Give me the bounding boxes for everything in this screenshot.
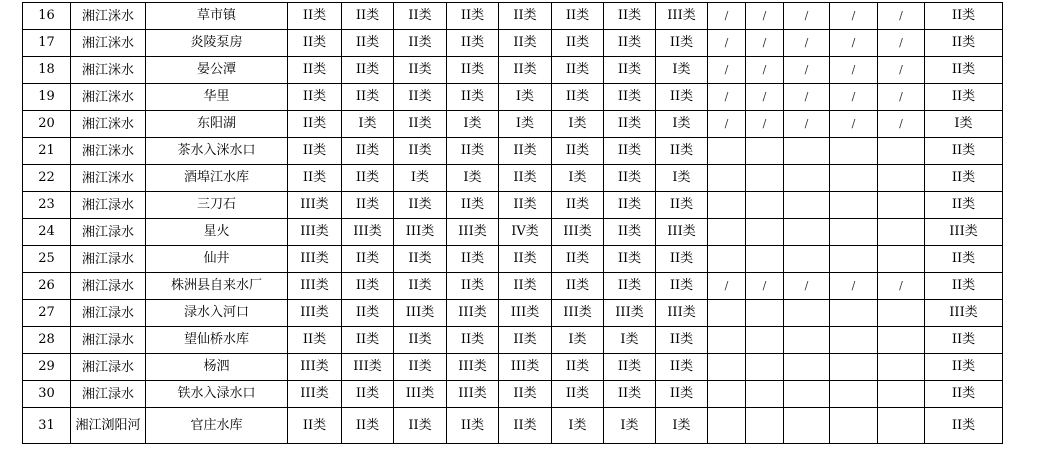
table-row: [23, 381, 1003, 408]
grade-cell: /: [746, 30, 784, 57]
grade-cell: [784, 246, 830, 273]
grade-cell: [830, 354, 878, 381]
grade-cell: II类: [604, 57, 656, 84]
grade-cell: III类: [656, 300, 708, 327]
grade-cell: II类: [447, 3, 499, 30]
grade-cell: II类: [604, 30, 656, 57]
table-row: [23, 3, 1003, 30]
overall-grade-cell: III类: [925, 219, 1003, 246]
grade-cell: II类: [447, 408, 499, 444]
grade-cell: /: [746, 57, 784, 84]
grade-cell: III类: [604, 300, 656, 327]
grade-cell: [708, 192, 746, 219]
overall-grade-cell: II类: [925, 354, 1003, 381]
grade-cell: II类: [288, 30, 342, 57]
table-row: [23, 84, 1003, 111]
grade-cell: II类: [342, 138, 394, 165]
grade-cell: /: [784, 84, 830, 111]
grade-cell: II类: [288, 138, 342, 165]
grade-cell: II类: [394, 30, 447, 57]
station-cell: 仙井: [146, 246, 288, 273]
river-cell: 湘江洣水: [71, 57, 146, 84]
table-row: [23, 138, 1003, 165]
grade-cell: [746, 300, 784, 327]
station-cell: 晏公潭: [146, 57, 288, 84]
table-body: [23, 3, 1003, 444]
grade-cell: [878, 219, 925, 246]
grade-cell: III类: [342, 219, 394, 246]
grade-cell: [784, 381, 830, 408]
grade-cell: II类: [288, 165, 342, 192]
grade-cell: III类: [288, 354, 342, 381]
overall-grade-cell: II类: [925, 327, 1003, 354]
grade-cell: II类: [656, 192, 708, 219]
grade-cell: /: [878, 273, 925, 300]
row-number-cell: 29: [23, 354, 71, 381]
table-row: [23, 111, 1003, 138]
grade-cell: /: [830, 111, 878, 138]
grade-cell: [784, 300, 830, 327]
overall-grade-cell: II类: [925, 192, 1003, 219]
grade-cell: [830, 165, 878, 192]
grade-cell: [784, 192, 830, 219]
grade-cell: II类: [288, 111, 342, 138]
grade-cell: II类: [447, 327, 499, 354]
table-row: [23, 30, 1003, 57]
grade-cell: I类: [447, 165, 499, 192]
grade-cell: [784, 138, 830, 165]
station-cell: 茶水入洣水口: [146, 138, 288, 165]
grade-cell: [708, 246, 746, 273]
grade-cell: /: [830, 3, 878, 30]
station-cell: 华里: [146, 84, 288, 111]
grade-cell: II类: [394, 138, 447, 165]
grade-cell: [830, 246, 878, 273]
grade-cell: /: [784, 30, 830, 57]
grade-cell: II类: [552, 3, 604, 30]
grade-cell: II类: [394, 408, 447, 444]
river-cell: 湘江渌水: [71, 327, 146, 354]
grade-cell: [746, 408, 784, 444]
station-cell: 渌水入河口: [146, 300, 288, 327]
overall-grade-cell: III类: [925, 300, 1003, 327]
grade-cell: III类: [656, 3, 708, 30]
grade-cell: III类: [447, 300, 499, 327]
grade-cell: [746, 165, 784, 192]
grade-cell: I类: [499, 84, 552, 111]
row-number-cell: 17: [23, 30, 71, 57]
grade-cell: III类: [394, 381, 447, 408]
row-number-cell: 28: [23, 327, 71, 354]
row-number-cell: 20: [23, 111, 71, 138]
grade-cell: II类: [447, 273, 499, 300]
grade-cell: I类: [342, 111, 394, 138]
grade-cell: I类: [656, 111, 708, 138]
river-cell: 湘江渌水: [71, 246, 146, 273]
grade-cell: II类: [447, 84, 499, 111]
grade-cell: II类: [342, 273, 394, 300]
grade-cell: [784, 219, 830, 246]
grade-cell: III类: [394, 219, 447, 246]
grade-cell: II类: [656, 138, 708, 165]
grade-cell: II类: [342, 408, 394, 444]
river-cell: 湘江渌水: [71, 300, 146, 327]
grade-cell: I类: [656, 165, 708, 192]
grade-cell: III类: [394, 300, 447, 327]
station-cell: 草市镇: [146, 3, 288, 30]
grade-cell: IV类: [499, 219, 552, 246]
grade-cell: II类: [342, 192, 394, 219]
grade-cell: II类: [394, 3, 447, 30]
table-row: [23, 165, 1003, 192]
grade-cell: [746, 327, 784, 354]
grade-cell: /: [708, 273, 746, 300]
grade-cell: /: [708, 111, 746, 138]
station-cell: 东阳湖: [146, 111, 288, 138]
row-number-cell: 30: [23, 381, 71, 408]
grade-cell: I类: [552, 327, 604, 354]
row-number-cell: 31: [23, 408, 71, 444]
table-row: [23, 354, 1003, 381]
station-cell: 铁水入渌水口: [146, 381, 288, 408]
grade-cell: III类: [288, 300, 342, 327]
grade-cell: [746, 381, 784, 408]
grade-cell: [878, 246, 925, 273]
row-number-cell: 25: [23, 246, 71, 273]
river-cell: 湘江渌水: [71, 219, 146, 246]
station-cell: 炎陵泵房: [146, 30, 288, 57]
row-number-cell: 22: [23, 165, 71, 192]
grade-cell: II类: [342, 30, 394, 57]
grade-cell: /: [708, 84, 746, 111]
overall-grade-cell: II类: [925, 138, 1003, 165]
grade-cell: [830, 192, 878, 219]
grade-cell: [784, 354, 830, 381]
grade-cell: III类: [447, 354, 499, 381]
table-row: [23, 246, 1003, 273]
overall-grade-cell: II类: [925, 246, 1003, 273]
grade-cell: [830, 408, 878, 444]
grade-cell: II类: [552, 30, 604, 57]
grade-cell: [708, 381, 746, 408]
grade-cell: [746, 138, 784, 165]
grade-cell: III类: [447, 381, 499, 408]
grade-cell: II类: [604, 273, 656, 300]
row-number-cell: 16: [23, 3, 71, 30]
grade-cell: II类: [604, 219, 656, 246]
grade-cell: III类: [288, 381, 342, 408]
grade-cell: II类: [604, 138, 656, 165]
grade-cell: II类: [499, 192, 552, 219]
overall-grade-cell: II类: [925, 165, 1003, 192]
table-row: [23, 57, 1003, 84]
grade-cell: [746, 354, 784, 381]
overall-grade-cell: I类: [925, 111, 1003, 138]
grade-cell: II类: [394, 246, 447, 273]
grade-cell: [708, 300, 746, 327]
grade-cell: /: [830, 30, 878, 57]
grade-cell: III类: [288, 273, 342, 300]
grade-cell: [708, 327, 746, 354]
grade-cell: [878, 192, 925, 219]
grade-cell: /: [830, 84, 878, 111]
station-cell: 官庄水库: [146, 408, 288, 444]
grade-cell: II类: [552, 381, 604, 408]
grade-cell: /: [878, 84, 925, 111]
grade-cell: II类: [604, 192, 656, 219]
river-cell: 湘江洣水: [71, 30, 146, 57]
grade-cell: III类: [447, 219, 499, 246]
grade-cell: III类: [499, 300, 552, 327]
grade-cell: II类: [656, 246, 708, 273]
grade-cell: II类: [499, 273, 552, 300]
river-cell: 湘江浏阳河: [71, 408, 146, 444]
grade-cell: [746, 246, 784, 273]
grade-cell: II类: [447, 30, 499, 57]
grade-cell: II类: [288, 327, 342, 354]
grade-cell: [830, 381, 878, 408]
grade-cell: II类: [552, 246, 604, 273]
grade-cell: /: [878, 3, 925, 30]
grade-cell: I类: [394, 165, 447, 192]
grade-cell: /: [784, 111, 830, 138]
grade-cell: II类: [552, 138, 604, 165]
grade-cell: /: [708, 30, 746, 57]
grade-cell: [830, 327, 878, 354]
grade-cell: I类: [656, 57, 708, 84]
grade-cell: I类: [447, 111, 499, 138]
grade-cell: III类: [342, 354, 394, 381]
grade-cell: II类: [499, 327, 552, 354]
overall-grade-cell: II类: [925, 3, 1003, 30]
table-row: [23, 327, 1003, 354]
grade-cell: II类: [552, 84, 604, 111]
grade-cell: II类: [656, 273, 708, 300]
grade-cell: II类: [394, 111, 447, 138]
grade-cell: II类: [552, 273, 604, 300]
river-cell: 湘江洣水: [71, 111, 146, 138]
grade-cell: III类: [656, 219, 708, 246]
river-cell: 湘江渌水: [71, 192, 146, 219]
grade-cell: III类: [288, 219, 342, 246]
grade-cell: II类: [342, 381, 394, 408]
river-cell: 湘江渌水: [71, 354, 146, 381]
grade-cell: II类: [656, 327, 708, 354]
grade-cell: II类: [342, 84, 394, 111]
grade-cell: /: [878, 30, 925, 57]
grade-cell: /: [784, 3, 830, 30]
grade-cell: [708, 219, 746, 246]
station-cell: 酒埠江水库: [146, 165, 288, 192]
river-cell: 湘江洣水: [71, 84, 146, 111]
grade-cell: /: [878, 57, 925, 84]
grade-cell: II类: [604, 165, 656, 192]
overall-grade-cell: II类: [925, 408, 1003, 444]
table-row: [23, 408, 1003, 444]
overall-grade-cell: II类: [925, 381, 1003, 408]
grade-cell: I类: [499, 111, 552, 138]
grade-cell: II类: [604, 246, 656, 273]
row-number-cell: 27: [23, 300, 71, 327]
grade-cell: I类: [552, 165, 604, 192]
table-row: [23, 273, 1003, 300]
grade-cell: [708, 138, 746, 165]
grade-cell: II类: [394, 57, 447, 84]
grade-cell: /: [784, 57, 830, 84]
overall-grade-cell: II类: [925, 273, 1003, 300]
grade-cell: II类: [499, 138, 552, 165]
grade-cell: I类: [656, 408, 708, 444]
grade-cell: [784, 327, 830, 354]
grade-cell: [708, 408, 746, 444]
grade-cell: [784, 408, 830, 444]
grade-cell: II类: [656, 381, 708, 408]
station-cell: 杨泗: [146, 354, 288, 381]
grade-cell: /: [746, 3, 784, 30]
grade-cell: /: [830, 57, 878, 84]
grade-cell: II类: [499, 246, 552, 273]
grade-cell: [746, 219, 784, 246]
grade-cell: [708, 354, 746, 381]
grade-cell: III类: [499, 354, 552, 381]
grade-cell: III类: [288, 192, 342, 219]
grade-cell: II类: [342, 57, 394, 84]
row-number-cell: 19: [23, 84, 71, 111]
grade-cell: [878, 138, 925, 165]
grade-cell: II类: [342, 327, 394, 354]
station-cell: 望仙桥水库: [146, 327, 288, 354]
grade-cell: II类: [394, 273, 447, 300]
grade-cell: [878, 327, 925, 354]
grade-cell: [878, 300, 925, 327]
river-cell: 湘江洣水: [71, 165, 146, 192]
row-number-cell: 24: [23, 219, 71, 246]
grade-cell: /: [784, 273, 830, 300]
grade-cell: II类: [342, 3, 394, 30]
grade-cell: /: [746, 273, 784, 300]
overall-grade-cell: II类: [925, 84, 1003, 111]
grade-cell: II类: [499, 57, 552, 84]
river-cell: 湘江洣水: [71, 138, 146, 165]
grade-cell: II类: [447, 246, 499, 273]
overall-grade-cell: II类: [925, 57, 1003, 84]
grade-cell: [830, 219, 878, 246]
river-cell: 湘江渌水: [71, 381, 146, 408]
grade-cell: II类: [394, 354, 447, 381]
grade-cell: II类: [604, 381, 656, 408]
grade-cell: II类: [656, 84, 708, 111]
grade-cell: II类: [604, 3, 656, 30]
grade-cell: [830, 300, 878, 327]
grade-cell: /: [878, 111, 925, 138]
grade-cell: /: [708, 57, 746, 84]
grade-cell: [746, 192, 784, 219]
table-row: [23, 192, 1003, 219]
grade-cell: I类: [604, 327, 656, 354]
grade-cell: II类: [342, 300, 394, 327]
grade-cell: [878, 354, 925, 381]
grade-cell: II类: [552, 57, 604, 84]
grade-cell: II类: [447, 192, 499, 219]
grade-cell: II类: [552, 354, 604, 381]
grade-cell: [878, 408, 925, 444]
station-cell: 株洲县自来水厂: [146, 273, 288, 300]
grade-cell: II类: [342, 165, 394, 192]
grade-cell: /: [830, 273, 878, 300]
grade-cell: II类: [604, 84, 656, 111]
grade-cell: I类: [552, 111, 604, 138]
grade-cell: II类: [499, 408, 552, 444]
grade-cell: II类: [604, 111, 656, 138]
row-number-cell: 21: [23, 138, 71, 165]
grade-cell: II类: [394, 84, 447, 111]
grade-cell: III类: [288, 246, 342, 273]
grade-cell: II类: [288, 84, 342, 111]
river-cell: 湘江渌水: [71, 273, 146, 300]
station-cell: 星火: [146, 219, 288, 246]
grade-cell: I类: [604, 408, 656, 444]
grade-cell: II类: [342, 246, 394, 273]
grade-cell: [878, 381, 925, 408]
grade-cell: II类: [288, 408, 342, 444]
grade-cell: II类: [656, 30, 708, 57]
grade-cell: III类: [552, 219, 604, 246]
grade-cell: II类: [604, 354, 656, 381]
row-number-cell: 18: [23, 57, 71, 84]
grade-cell: /: [746, 111, 784, 138]
grade-cell: II类: [447, 57, 499, 84]
grade-cell: [784, 165, 830, 192]
grade-cell: II类: [288, 3, 342, 30]
grade-cell: /: [746, 84, 784, 111]
station-cell: 三刀石: [146, 192, 288, 219]
grade-cell: II类: [499, 30, 552, 57]
grade-cell: II类: [447, 138, 499, 165]
grade-cell: II类: [288, 57, 342, 84]
grade-cell: II类: [394, 192, 447, 219]
table-row: [23, 300, 1003, 327]
water-quality-table: [22, 2, 1003, 444]
grade-cell: [830, 138, 878, 165]
grade-cell: II类: [656, 354, 708, 381]
grade-cell: /: [708, 3, 746, 30]
row-number-cell: 23: [23, 192, 71, 219]
grade-cell: II类: [499, 3, 552, 30]
grade-cell: [878, 165, 925, 192]
grade-cell: II类: [394, 327, 447, 354]
table-row: [23, 219, 1003, 246]
row-number-cell: 26: [23, 273, 71, 300]
grade-cell: [708, 165, 746, 192]
river-cell: 湘江洣水: [71, 3, 146, 30]
grade-cell: I类: [552, 408, 604, 444]
overall-grade-cell: II类: [925, 30, 1003, 57]
grade-cell: II类: [499, 381, 552, 408]
grade-cell: II类: [552, 192, 604, 219]
grade-cell: III类: [552, 300, 604, 327]
grade-cell: II类: [499, 165, 552, 192]
